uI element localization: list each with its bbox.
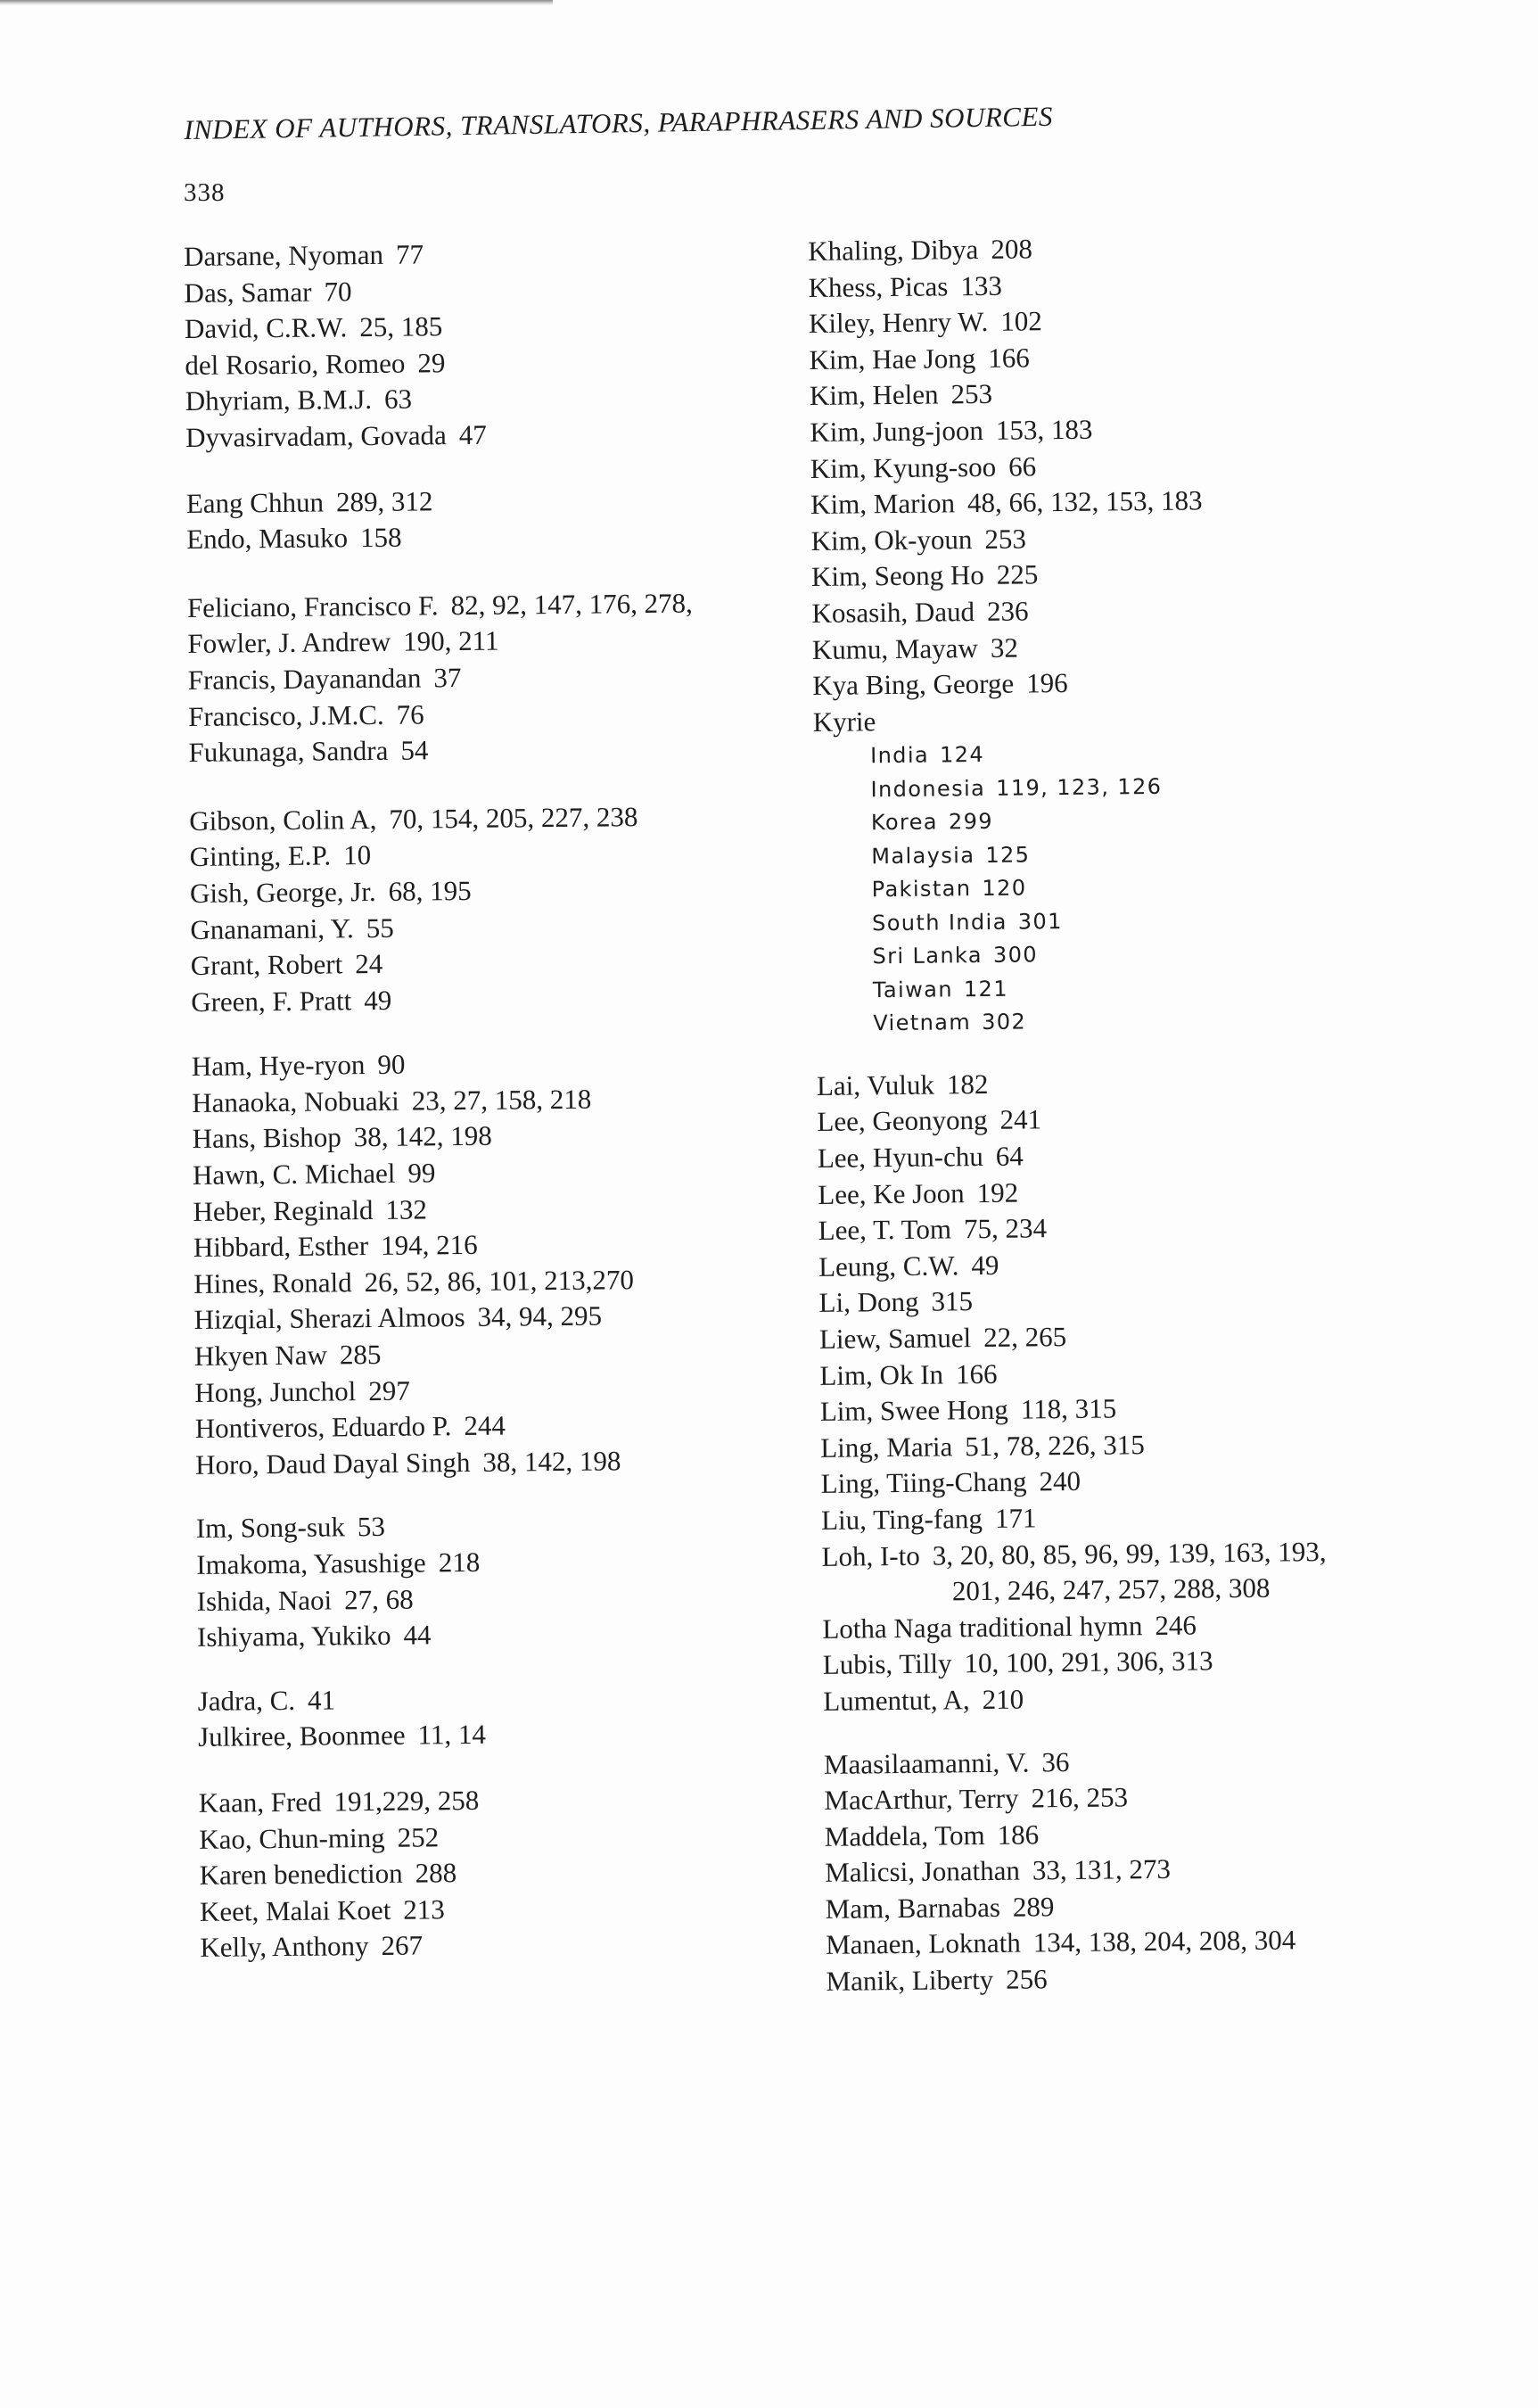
entry-name: South India: [871, 909, 1008, 936]
index-entry: [188, 729, 866, 771]
entry-pages: 267: [381, 1929, 424, 1962]
entry-name: Kiley, Henry W.: [808, 306, 989, 340]
entry-pages: 133: [960, 269, 1003, 301]
index-column-right: [808, 227, 1504, 2000]
entry-name: Lumentut, A,: [823, 1684, 970, 1717]
entry-name: Indonesia: [870, 775, 986, 803]
entry-name: Kya Bing, George: [812, 667, 1015, 702]
entry-pages: 302: [981, 1009, 1027, 1035]
entry-name: Lim, Ok In: [819, 1358, 944, 1391]
entry-name: David, C.R.W.: [184, 311, 348, 345]
entry-name: Imakoma, Yasushige: [196, 1546, 426, 1580]
entry-pages: 153, 183: [995, 413, 1093, 446]
entry-name: Kao, Chun-ming: [199, 1821, 385, 1855]
index-group-k: [199, 1779, 878, 1967]
entry-name: Hawn, C. Michael: [192, 1157, 396, 1192]
entry-pages: 22, 265: [983, 1320, 1067, 1353]
entry-pages: 48, 66, 132, 153, 183: [966, 484, 1203, 519]
entry-pages: 49: [364, 984, 392, 1016]
entry-pages: 191,229, 258: [333, 1784, 480, 1818]
entry-pages: 34, 94, 295: [477, 1299, 603, 1333]
entry-pages: 29: [417, 346, 446, 379]
entry-pages: 300: [992, 942, 1039, 969]
entry-name: Ling, Tiing-Chang: [820, 1465, 1027, 1500]
entry-pages: 99: [407, 1157, 436, 1189]
entry-pages: 225: [996, 558, 1039, 591]
entry-name: Maddela, Tom: [824, 1818, 985, 1852]
entry-name: Li, Dong: [818, 1286, 919, 1319]
entry-pages: 285: [339, 1338, 382, 1371]
entry-name: Karen benediction: [199, 1857, 403, 1892]
entry-name: Kim, Kyung-soo: [810, 450, 997, 484]
entry-pages: 41: [307, 1684, 336, 1716]
entry-pages: 24: [355, 947, 383, 980]
entry-name: Kumu, Mayaw: [811, 631, 979, 665]
entry-name: Francis, Dayanandan: [187, 662, 422, 696]
entry-pages: 26, 52, 86, 101, 213,270: [364, 1264, 635, 1298]
entry-pages: 182: [946, 1068, 989, 1101]
entry-pages: 49: [971, 1249, 999, 1281]
index-group-f: [187, 583, 867, 771]
entry-pages: 190, 211: [402, 624, 499, 658]
entry-pages: 246: [1155, 1609, 1197, 1641]
entry-pages: 37: [433, 661, 462, 694]
entry-pages: 194, 216: [380, 1229, 478, 1262]
entry-name: del Rosario, Romeo: [185, 347, 406, 381]
entry-pages: 47: [458, 418, 487, 451]
entry-pages: 236: [986, 595, 1029, 627]
entry-name: Julkiree, Boonmee: [197, 1719, 406, 1753]
entry-name: Hanaoka, Nobuaki: [192, 1084, 399, 1118]
entry-pages: 315: [931, 1285, 974, 1317]
entry-name: Francisco, J.M.C.: [187, 698, 384, 732]
entry-pages: 252: [397, 1820, 440, 1853]
index-group-m: [824, 1739, 1504, 2000]
entry-pages: 289: [1012, 1891, 1055, 1923]
index-entry: [826, 1957, 1503, 2000]
entry-pages: 297: [368, 1374, 410, 1406]
index-subentry: [816, 1001, 1493, 1041]
entry-name: Hkyen Naw: [193, 1339, 328, 1372]
entry-pages: 120: [982, 875, 1027, 902]
entry-name: Fowler, J. Andrew: [187, 626, 391, 660]
entry-name: Ginting, E.P.: [189, 839, 332, 873]
entry-name: Endo, Masuko: [186, 522, 349, 556]
entry-pages: 3, 20, 80, 85, 96, 99, 139, 163, 193,: [932, 1535, 1327, 1571]
entry-pages: 218: [438, 1546, 481, 1579]
entry-name: Khess, Picas: [808, 269, 949, 303]
entry-pages: 55: [366, 911, 394, 944]
entry-pages: 53: [357, 1511, 386, 1543]
entry-pages: 23, 27, 158, 218: [411, 1083, 592, 1117]
index-column-left: [184, 233, 878, 1967]
index-entry: [198, 1713, 876, 1756]
entry-name: Das, Samar: [184, 276, 312, 309]
entry-name: Keet, Malai Koet: [199, 1893, 391, 1927]
entry-pages: 25, 185: [359, 310, 443, 343]
index-group-g: [189, 796, 868, 1020]
entry-pages: 82, 92, 147, 176, 278,: [450, 587, 693, 621]
entry-pages: 38, 142, 198: [353, 1120, 492, 1153]
entry-pages: 192: [976, 1176, 1019, 1208]
entry-name: Liu, Ting-fang: [820, 1502, 983, 1536]
entry-name: Kyrie: [812, 705, 876, 738]
index-entry: [823, 1677, 1501, 1720]
entry-name: Kim, Helen: [809, 378, 939, 412]
entry-pages: 64: [995, 1140, 1024, 1172]
index-entry: [195, 1440, 873, 1483]
entry-pages: 102: [1000, 305, 1042, 337]
entry-pages: 36: [1041, 1745, 1070, 1777]
index-group-d: [184, 233, 863, 457]
index-group-e: [186, 479, 865, 557]
entry-pages: 158: [359, 521, 402, 554]
entry-name: Lee, Geonyong: [817, 1104, 988, 1138]
entry-name: Jadra, C.: [197, 1684, 296, 1717]
entry-name: Kim, Jung-joon: [810, 414, 984, 448]
entry-name: Gish, George, Jr.: [189, 875, 376, 909]
entry-pages: 27, 68: [344, 1583, 414, 1615]
entry-name: Ishiyama, Yukiko: [196, 1620, 391, 1653]
entry-name: Lee, T. Tom: [818, 1213, 952, 1247]
entry-name: Mam, Barnabas: [825, 1891, 1001, 1925]
kyrie-subentries: [813, 733, 1493, 1041]
entry-pages: 166: [955, 1357, 998, 1390]
index-entry: [186, 515, 864, 558]
entry-name: Malicsi, Jonathan: [825, 1854, 1021, 1889]
entry-pages: 196: [1025, 667, 1068, 699]
entry-pages: 51, 78, 226, 315: [965, 1428, 1145, 1462]
entry-name: Lai, Vuluk: [816, 1068, 935, 1101]
entry-name: Ling, Maria: [820, 1431, 953, 1464]
entry-pages: 124: [939, 742, 985, 768]
entry-pages: 301: [1017, 908, 1063, 935]
index-group-i: [196, 1505, 876, 1656]
entry-name: Hizqial, Sherazi Almoos: [193, 1301, 465, 1336]
index-entry: [197, 1613, 875, 1656]
index-group-l: [817, 1061, 1501, 1720]
entry-name: Taiwan: [872, 977, 954, 1003]
entry-pages: 63: [383, 383, 413, 416]
index-group-k-cont: [808, 227, 1491, 740]
entry-pages: 10: [342, 839, 372, 871]
entry-name: Korea: [870, 809, 939, 836]
entry-pages: 253: [950, 378, 993, 410]
entry-name: Lim, Swee Hong: [819, 1393, 1008, 1428]
entry-name: Kosasih, Daud: [811, 596, 975, 629]
entry-name: Feliciano, Francisco F.: [186, 590, 439, 623]
entry-name: Lee, Hyun-chu: [817, 1140, 983, 1174]
entry-name: Kim, Marion: [810, 487, 956, 521]
entry-pages: 75, 234: [963, 1212, 1048, 1245]
entry-pages: 244: [464, 1409, 506, 1442]
entry-name: Heber, Reginald: [193, 1193, 374, 1227]
entry-name: Kim, Ok-youn: [810, 523, 973, 557]
entry-name: Grant, Robert: [190, 948, 343, 982]
entry-pages: 77: [395, 238, 424, 270]
entry-pages: 121: [963, 976, 1009, 1002]
entry-name: Manaen, Loknath: [825, 1927, 1021, 1961]
entry-name: Ham, Hye-ryon: [191, 1049, 366, 1083]
entry-name: Manik, Liberty: [826, 1963, 994, 1997]
entry-name: Lotha Naga traditional hymn: [822, 1609, 1143, 1645]
entry-name: Hontiveros, Eduardo P.: [194, 1410, 452, 1445]
entry-name: Ishida, Naoi: [196, 1584, 333, 1617]
entry-name: Kim, Hae Jong: [809, 342, 976, 375]
entry-pages: 134, 138, 204, 208, 304: [1032, 1924, 1296, 1959]
entry-pages: 68, 195: [388, 874, 472, 907]
entry-name: Hans, Bishop: [192, 1121, 341, 1155]
entry-pages: 125: [985, 842, 1031, 868]
entry-name: India: [869, 742, 930, 769]
index-entry: [200, 1924, 877, 1967]
entry-pages: 76: [396, 697, 424, 730]
entry-name: Lee, Ke Joon: [818, 1176, 965, 1210]
entry-name: Malaysia: [871, 842, 975, 870]
entry-name: Gibson, Colin A,: [189, 803, 377, 837]
entry-pages: 11, 14: [417, 1719, 487, 1751]
entry-pages: 118, 315: [1020, 1392, 1117, 1425]
entry-pages: 32: [990, 631, 1019, 664]
entry-name: Im, Song-suk: [195, 1511, 346, 1545]
entry-pages: 54: [400, 734, 429, 766]
entry-pages: 210: [982, 1683, 1024, 1715]
entry-name: Sri Lanka: [872, 943, 983, 969]
entry-pages: 70, 154, 205, 227, 238: [389, 800, 638, 835]
entry-pages: 240: [1039, 1465, 1082, 1497]
entry-name: Khaling, Dibya: [808, 233, 979, 267]
entry-pages: 119, 123, 126: [996, 773, 1163, 801]
entry-name: Kaan, Fred: [198, 1785, 322, 1818]
index-entry: [185, 414, 863, 457]
page-number: 338: [184, 178, 226, 207]
entry-pages: 213: [403, 1893, 445, 1926]
entry-name: Fukunaga, Sandra: [188, 734, 389, 769]
entry-name: Hong, Junchol: [194, 1374, 357, 1408]
index-group-j: [198, 1677, 876, 1755]
entry-name: MacArthur, Terry: [824, 1782, 1019, 1816]
entry-name: Gnanamani, Y.: [190, 911, 354, 945]
entry-name: Kelly, Anthony: [200, 1930, 369, 1964]
index-entry: [191, 977, 868, 1020]
entry-pages: 44: [403, 1619, 432, 1651]
entry-pages: 256: [1006, 1963, 1048, 1995]
entry-name: Kim, Seong Ho: [810, 559, 984, 593]
entry-name: Dhyriam, B.M.J.: [185, 383, 373, 417]
entry-name: Lubis, Tilly: [822, 1647, 952, 1681]
entry-pages: 132: [385, 1193, 428, 1225]
entry-name: Vietnam: [873, 1010, 972, 1036]
entry-name: Hines, Ronald: [193, 1266, 352, 1299]
entry-pages: 288: [415, 1857, 457, 1889]
entry-name: Darsane, Nyoman: [184, 238, 384, 272]
entry-pages: 216, 253: [1031, 1781, 1129, 1814]
entry-name: Liew, Samuel: [818, 1322, 972, 1355]
entry-name: Horo, Daud Dayal Singh: [195, 1446, 471, 1480]
entry-pages: 299: [948, 809, 994, 835]
entry-name: Loh, I-to: [821, 1539, 920, 1572]
entry-name: Leung, C.W.: [818, 1249, 959, 1282]
entry-pages: 208: [991, 233, 1033, 265]
entry-pages: 289, 312: [335, 484, 433, 517]
entry-pages: 201, 246, 247, 257, 288, 308: [951, 1571, 1271, 1607]
entry-pages: 90: [377, 1048, 406, 1081]
scan-edge: [0, 0, 553, 5]
entry-pages: 10, 100, 291, 306, 313: [964, 1645, 1213, 1679]
index-group-h: [192, 1043, 874, 1483]
entry-pages: 171: [994, 1502, 1037, 1534]
entry-name: Maasilaamanni, V.: [823, 1745, 1030, 1780]
entry-pages: 66: [1008, 449, 1037, 482]
entry-pages: 38, 142, 198: [482, 1445, 621, 1478]
entry-name: Eang Chhun: [185, 486, 325, 519]
entry-name: Green, F. Pratt: [191, 984, 352, 1018]
entry-name: Hibbard, Esther: [193, 1230, 369, 1264]
entry-pages: 33, 131, 273: [1032, 1853, 1172, 1886]
entry-name: Dyvasirvadam, Govada: [185, 419, 447, 453]
entry-name: Pakistan: [871, 876, 972, 903]
entry-pages: 70: [324, 275, 352, 308]
running-head: INDEX OF AUTHORS, TRANSLATORS, PARAPHRASERS AND SOURCES: [184, 100, 1054, 145]
entry-pages: 253: [984, 523, 1027, 555]
entry-pages: 186: [997, 1818, 1040, 1851]
entry-pages: 166: [988, 342, 1030, 374]
entry-pages: 241: [999, 1103, 1042, 1136]
